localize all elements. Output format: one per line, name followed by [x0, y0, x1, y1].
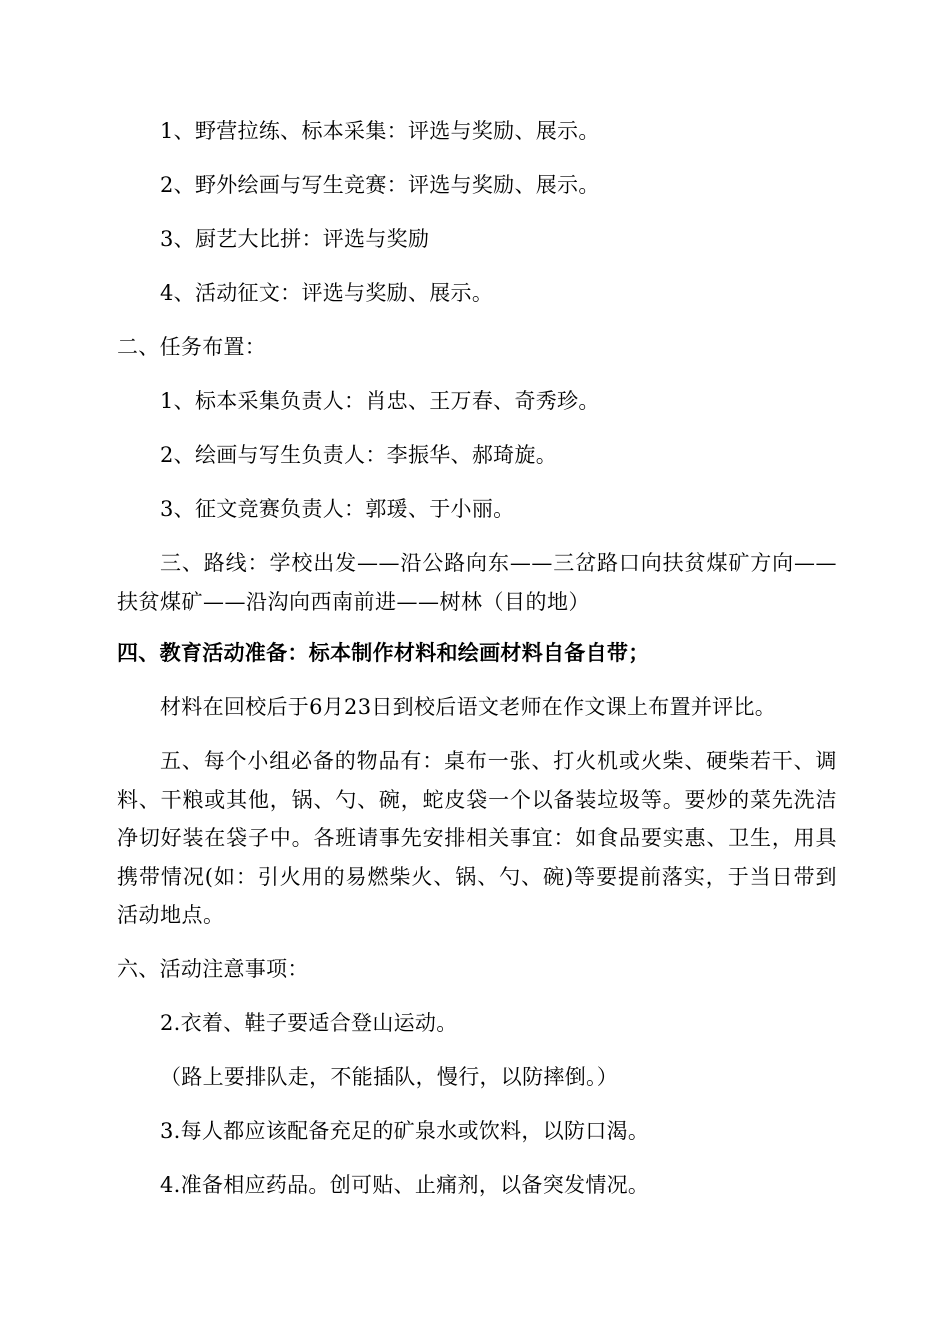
materials-note: 材料在回校后于6月23日到校后语文老师在作文课上布置并评比。 [160, 695, 777, 719]
required-items-paragraph: 五、每个小组必备的物品有：桌布一张、打火机或火柴、硬柴若干、调料、干粮或其他，锅、勺、碗，蛇皮袋一个以备装垃圾等。要炒的菜先洗洁净切好装在袋子中。各班请事先安排相关事宜：如食品要实惠、卫生，用具携带情况(如：引火用的易燃柴火、锅、勺、碗)等要提前落实，于当日带到活动地点。 [117, 749, 837, 927]
activity-item-3: 3、厨艺大比拼：评选与奖励 [160, 227, 430, 251]
precaution-item-4: 4.准备相应药品。创可贴、止痛剂，以备突发情况。 [160, 1173, 650, 1197]
activity-item-1: 1、野营拉练、标本采集：评选与奖励、展示。 [160, 119, 600, 143]
section-heading-preparation: 四、教育活动准备：标本制作材料和绘画材料自备自带； [117, 640, 650, 665]
precaution-item-2: 2.衣着、鞋子要适合登山运动。 [160, 1011, 458, 1035]
task-item-2: 2、绘画与写生负责人：李振华、郝琦旋。 [160, 443, 558, 467]
section-heading-tasks: 二、任务布置： [117, 335, 267, 359]
precaution-item-3: 3.每人都应该配备充足的矿泉水或饮料，以防口渴。 [160, 1119, 650, 1143]
section-heading-precautions: 六、活动注意事项： [117, 957, 309, 981]
route-paragraph: 三、路线：学校出发——沿公路向东——三岔路口向扶贫煤矿方向——扶贫煤矿——沿沟向西南前进——树林（目的地） [117, 551, 837, 614]
task-item-1: 1、标本采集负责人：肖忠、王万春、奇秀珍。 [160, 389, 600, 413]
task-item-3: 3、征文竞赛负责人：郭瑗、于小丽。 [160, 497, 515, 521]
activity-item-2: 2、野外绘画与写生竞赛：评选与奖励、展示。 [160, 173, 600, 197]
precaution-note: （路上要排队走，不能插队，慢行，以防摔倒。） [160, 1065, 619, 1089]
activity-item-4: 4、活动征文：评选与奖励、展示。 [160, 281, 494, 305]
